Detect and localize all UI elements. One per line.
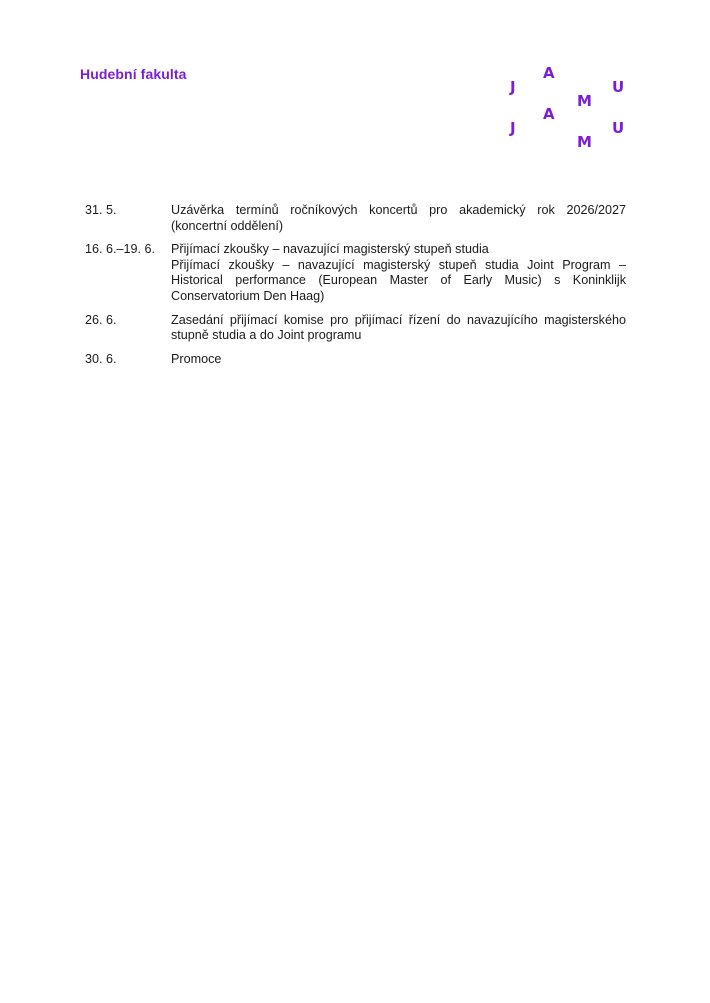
- logo-letter-a: A: [543, 64, 555, 82]
- schedule-line: Přijímací zkoušky – navazující magisterský stupeň studia Joint Program – Historical performance (European Master of Early Music) s Koninklijk Conservatorium Den Haag): [171, 257, 626, 303]
- logo-letter-j: J: [510, 119, 516, 137]
- schedule-date: 31. 5.: [85, 203, 117, 217]
- logo-letter-j: J: [510, 78, 516, 96]
- logo-letter-m: M: [577, 92, 592, 110]
- jamu-logo: [500, 62, 640, 154]
- schedule-row: [85, 313, 626, 344]
- schedule-line: Přijímací zkoušky – navazující magisterský stupeň studia: [171, 242, 489, 257]
- schedule-description: [171, 313, 626, 344]
- schedule-date: 26. 6.: [85, 312, 117, 327]
- logo-letter-a: A: [543, 105, 555, 123]
- schedule-line: Promoce: [171, 351, 222, 366]
- faculty-name: Hudební fakulta: [80, 66, 187, 82]
- logo-letter-u: U: [612, 119, 625, 137]
- schedule-table: [85, 203, 626, 375]
- schedule-description: [171, 242, 626, 304]
- schedule-description: [171, 352, 626, 368]
- schedule-row: [85, 242, 626, 304]
- schedule-row: [85, 203, 626, 234]
- schedule-line: Uzávěrka termínů ročníkových koncertů pro akademický rok 2026/2027 (koncertní oddělení): [171, 203, 626, 233]
- logo-letter-m: M: [577, 133, 592, 151]
- schedule-line: Zasedání přijímací komise pro přijímací řízení do navazujícího magisterského stupně studia a do Joint programu: [171, 312, 626, 343]
- schedule-date: 16. 6.–19. 6.: [85, 242, 156, 257]
- schedule-date: 30. 6.: [85, 351, 117, 366]
- logo-letter-u: U: [612, 78, 625, 96]
- schedule-description: [171, 203, 626, 234]
- schedule-row: [85, 352, 626, 368]
